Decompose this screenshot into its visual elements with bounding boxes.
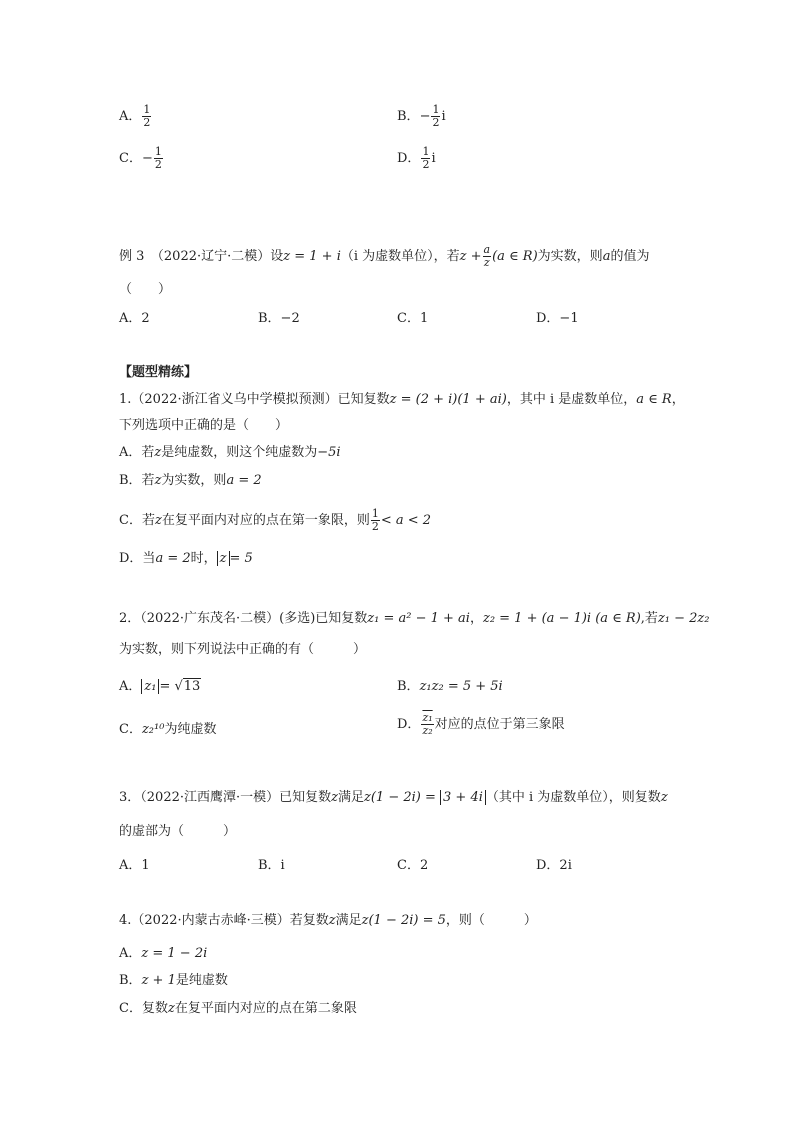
q4-option-b: B．z + 1是纯虚数: [119, 973, 228, 988]
q2-stem-line1: 2．（2022·广东茂名·二模）(多选)已知复数z₁ = a² − 1 + ai，z₂ = 1 + (a − 1)i (a ∈ R),若z₁ − 2z₂: [119, 611, 710, 626]
q2-option-c: C．z₂¹⁰为纯虚数: [119, 722, 217, 737]
prev-option-a: A． $\frac{1}{2}$: [119, 103, 151, 129]
fraction: $\frac{1}{2}$: [432, 103, 440, 129]
example3-option-b: B．−2: [258, 311, 300, 326]
fraction: $\frac{1}{2}$: [422, 145, 430, 171]
example3-option-a: A．2: [119, 311, 150, 326]
example3-stem: 例 3 （2022·辽宁·二模）设z = 1 + i（i 为虚数单位），若z + $\frac{a}{z}$ (a ∈ R)为实数，则a的值为: [119, 243, 650, 269]
q2-option-a: A． z₁ = √13: [119, 679, 201, 694]
example3-blank: （ ）: [119, 282, 172, 297]
q1-stem-line2: 下列选项中正确的是（ ）: [119, 418, 289, 433]
prev-option-d: D． $\frac{1}{2}$ i: [397, 145, 436, 171]
q3-option-c: C．2: [397, 858, 429, 873]
section-title: 【题型精练】: [119, 365, 198, 380]
q4-option-c: C．复数z在复平面内对应的点在第二象限: [119, 1001, 357, 1016]
q1-option-d: D．当a = 2时， z = 5: [119, 551, 253, 566]
example3-option-c: C．1: [397, 311, 429, 326]
q3-option-b: B．i: [258, 858, 285, 873]
q3-option-d: D．2i: [536, 858, 572, 873]
prev-option-c: C．− $\frac{1}{2}$: [119, 145, 162, 171]
q1-option-c: C．若z在复平面内对应的点在第一象限，则 $\frac{1}{2}$ < a < 2: [119, 507, 432, 533]
fraction: $\frac{a}{z}$: [483, 243, 491, 269]
prev-option-b: B．− $\frac{1}{2}$ i: [397, 103, 446, 129]
fraction: $\frac{1}{2}$: [143, 103, 151, 129]
fraction: $\frac{1}{2}$: [154, 145, 162, 171]
q3-stem-line2: 的虚部为（ ）: [119, 824, 237, 839]
q1-option-b: B．若z为实数，则a = 2: [119, 473, 262, 488]
example3-option-d: D．−1: [536, 311, 579, 326]
q4-option-a: A．z = 1 − 2i: [119, 946, 208, 961]
fraction: $\frac{1}{2}$: [371, 507, 379, 533]
q2-option-d: D． $\frac{\text{z₁}}{\text{z₂}}$ 对应的点位于第三象限: [397, 711, 565, 737]
q1-option-a: A．若z是纯虚数，则这个纯虚数为−5i: [119, 445, 341, 460]
q3-option-a: A．1: [119, 858, 150, 873]
q1-stem-line1: 1.（2022·浙江省义乌中学模拟预测）已知复数z = (2 + i)(1 + ai)，其中 i 是虚数单位，a ∈ R，: [119, 392, 685, 407]
q3-stem-line1: 3．（2022·江西鹰潭·一模）已知复数z满足z(1 − 2i) = 3 + 4i （其中 i 为虚数单位），则复数z: [119, 790, 668, 805]
q2-option-b: B．z₁z₂ = 5 + 5i: [397, 679, 503, 694]
fraction: $\frac{\text{z₁}}{\text{z₂}}$: [422, 711, 433, 737]
q2-stem-line2: 为实数，则下列说法中正确的有（ ）: [119, 642, 367, 657]
q4-stem: 4.（2022·内蒙古赤峰·三模）若复数z满足z(1 − 2i) = 5，则（ ）: [119, 913, 537, 928]
